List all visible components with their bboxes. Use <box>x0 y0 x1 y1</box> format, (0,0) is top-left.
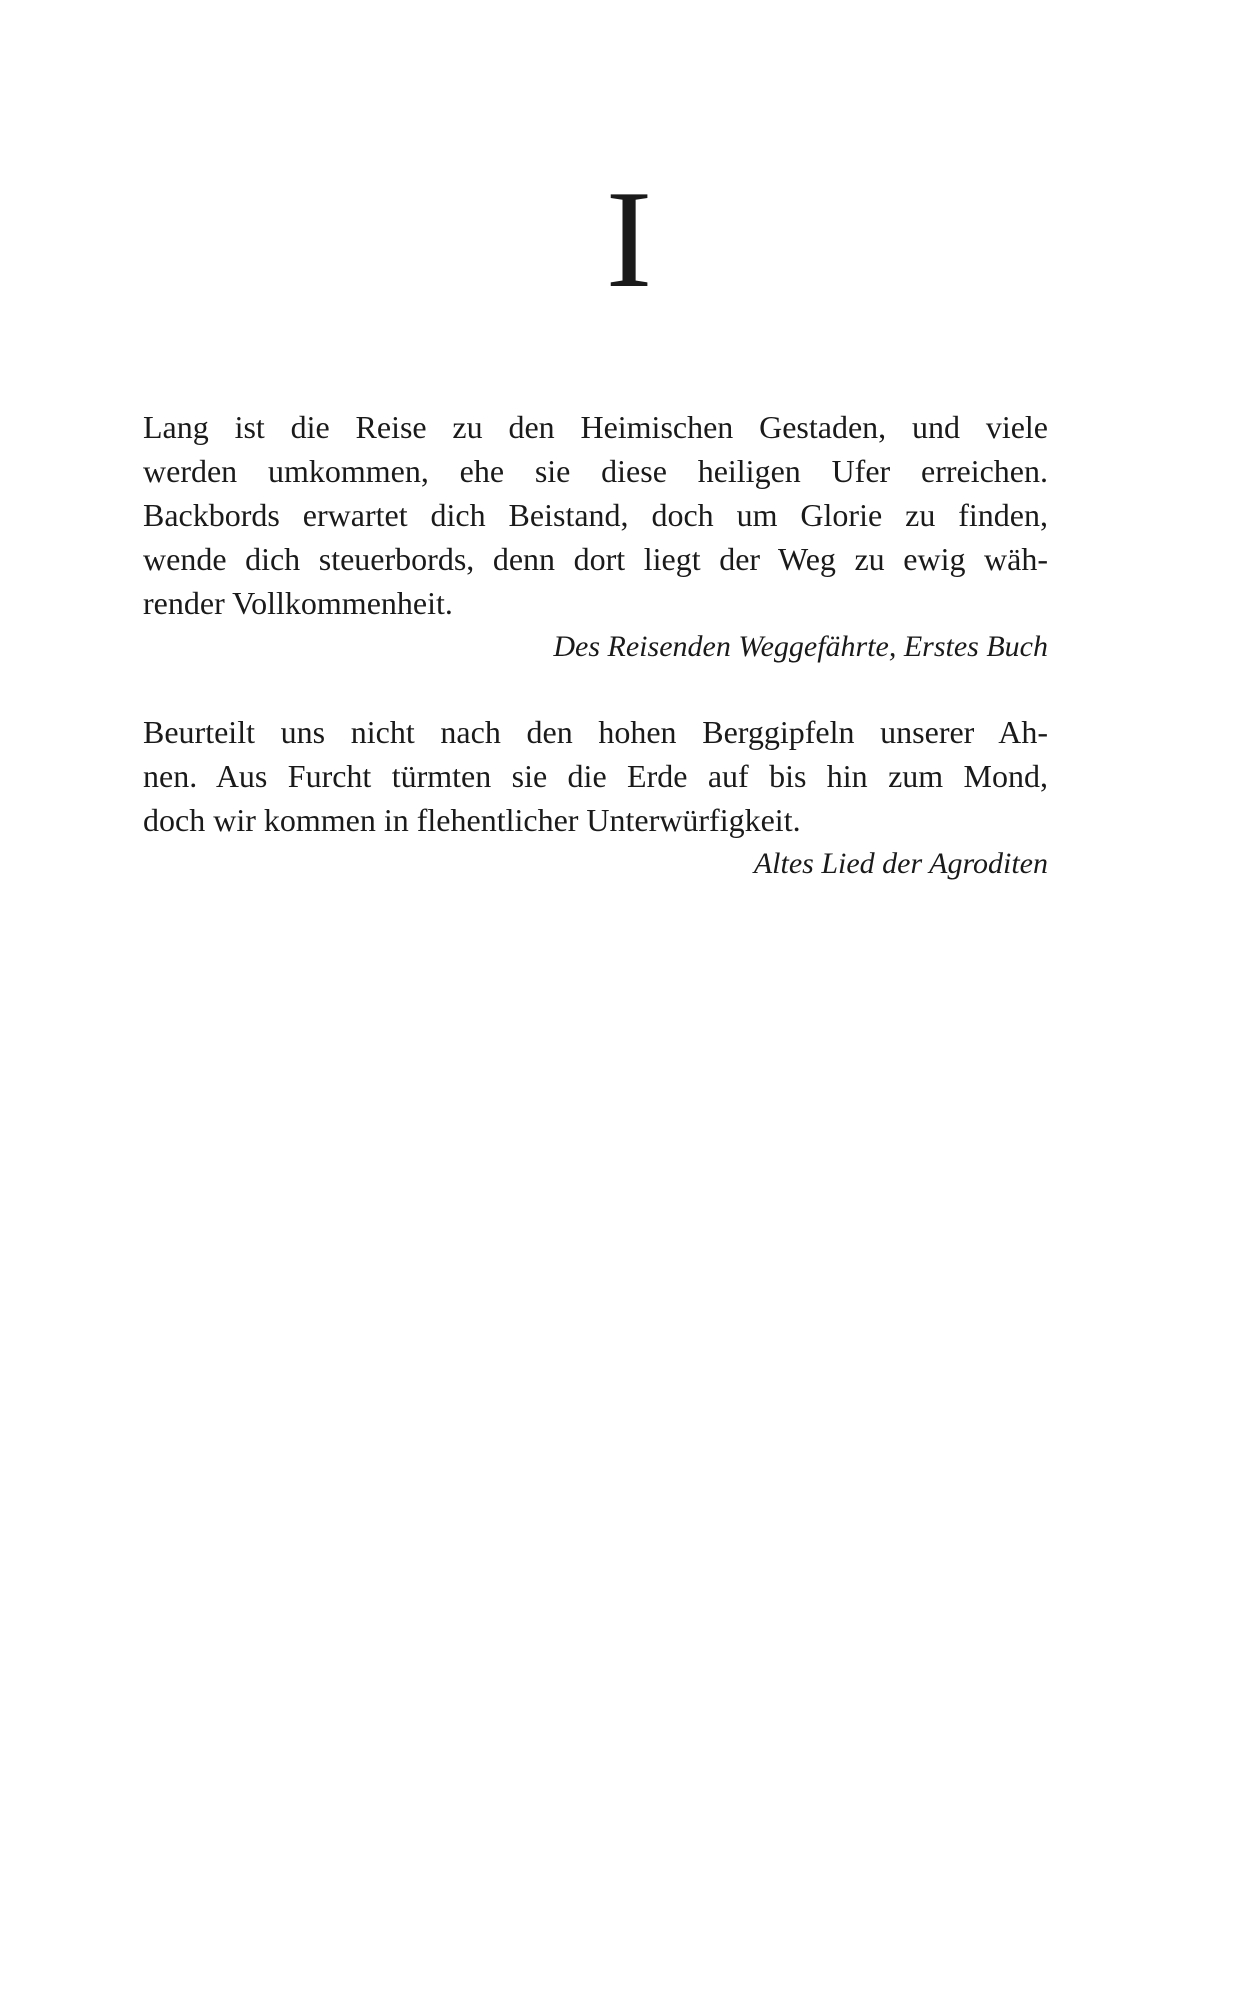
epigraph-line: Beurteilt uns nicht nach den hohen Berggipfeln unserer Ah- <box>143 714 1048 750</box>
epigraph-line: Backbords erwartet dich Beistand, doch um Glorie zu finden, <box>143 497 1048 533</box>
epigraph <box>143 710 1048 886</box>
epigraph-line: nen. Aus Furcht türmten sie die Erde auf bis hin zum Mond, <box>143 758 1048 794</box>
epigraph <box>143 405 1048 669</box>
epigraph-line: doch wir kommen in flehentlicher Unterwürfigkeit. <box>143 802 801 838</box>
epigraph-attribution: Altes Lied der Agroditen <box>753 847 1048 880</box>
chapter-number: I <box>605 162 653 317</box>
epigraph-line: Lang ist die Reise zu den Heimischen Gestaden, und viele <box>143 409 1048 445</box>
epigraph-attribution: Des Reisenden Weggefährte, Erstes Buch <box>553 630 1048 663</box>
epigraph-line: werden umkommen, ehe sie diese heiligen Ufer erreichen. <box>143 453 1048 489</box>
epigraph-line: render Vollkommenheit. <box>143 585 453 621</box>
epigraph-line: wende dich steuerbords, denn dort liegt der Weg zu ewig wäh- <box>143 541 1048 577</box>
